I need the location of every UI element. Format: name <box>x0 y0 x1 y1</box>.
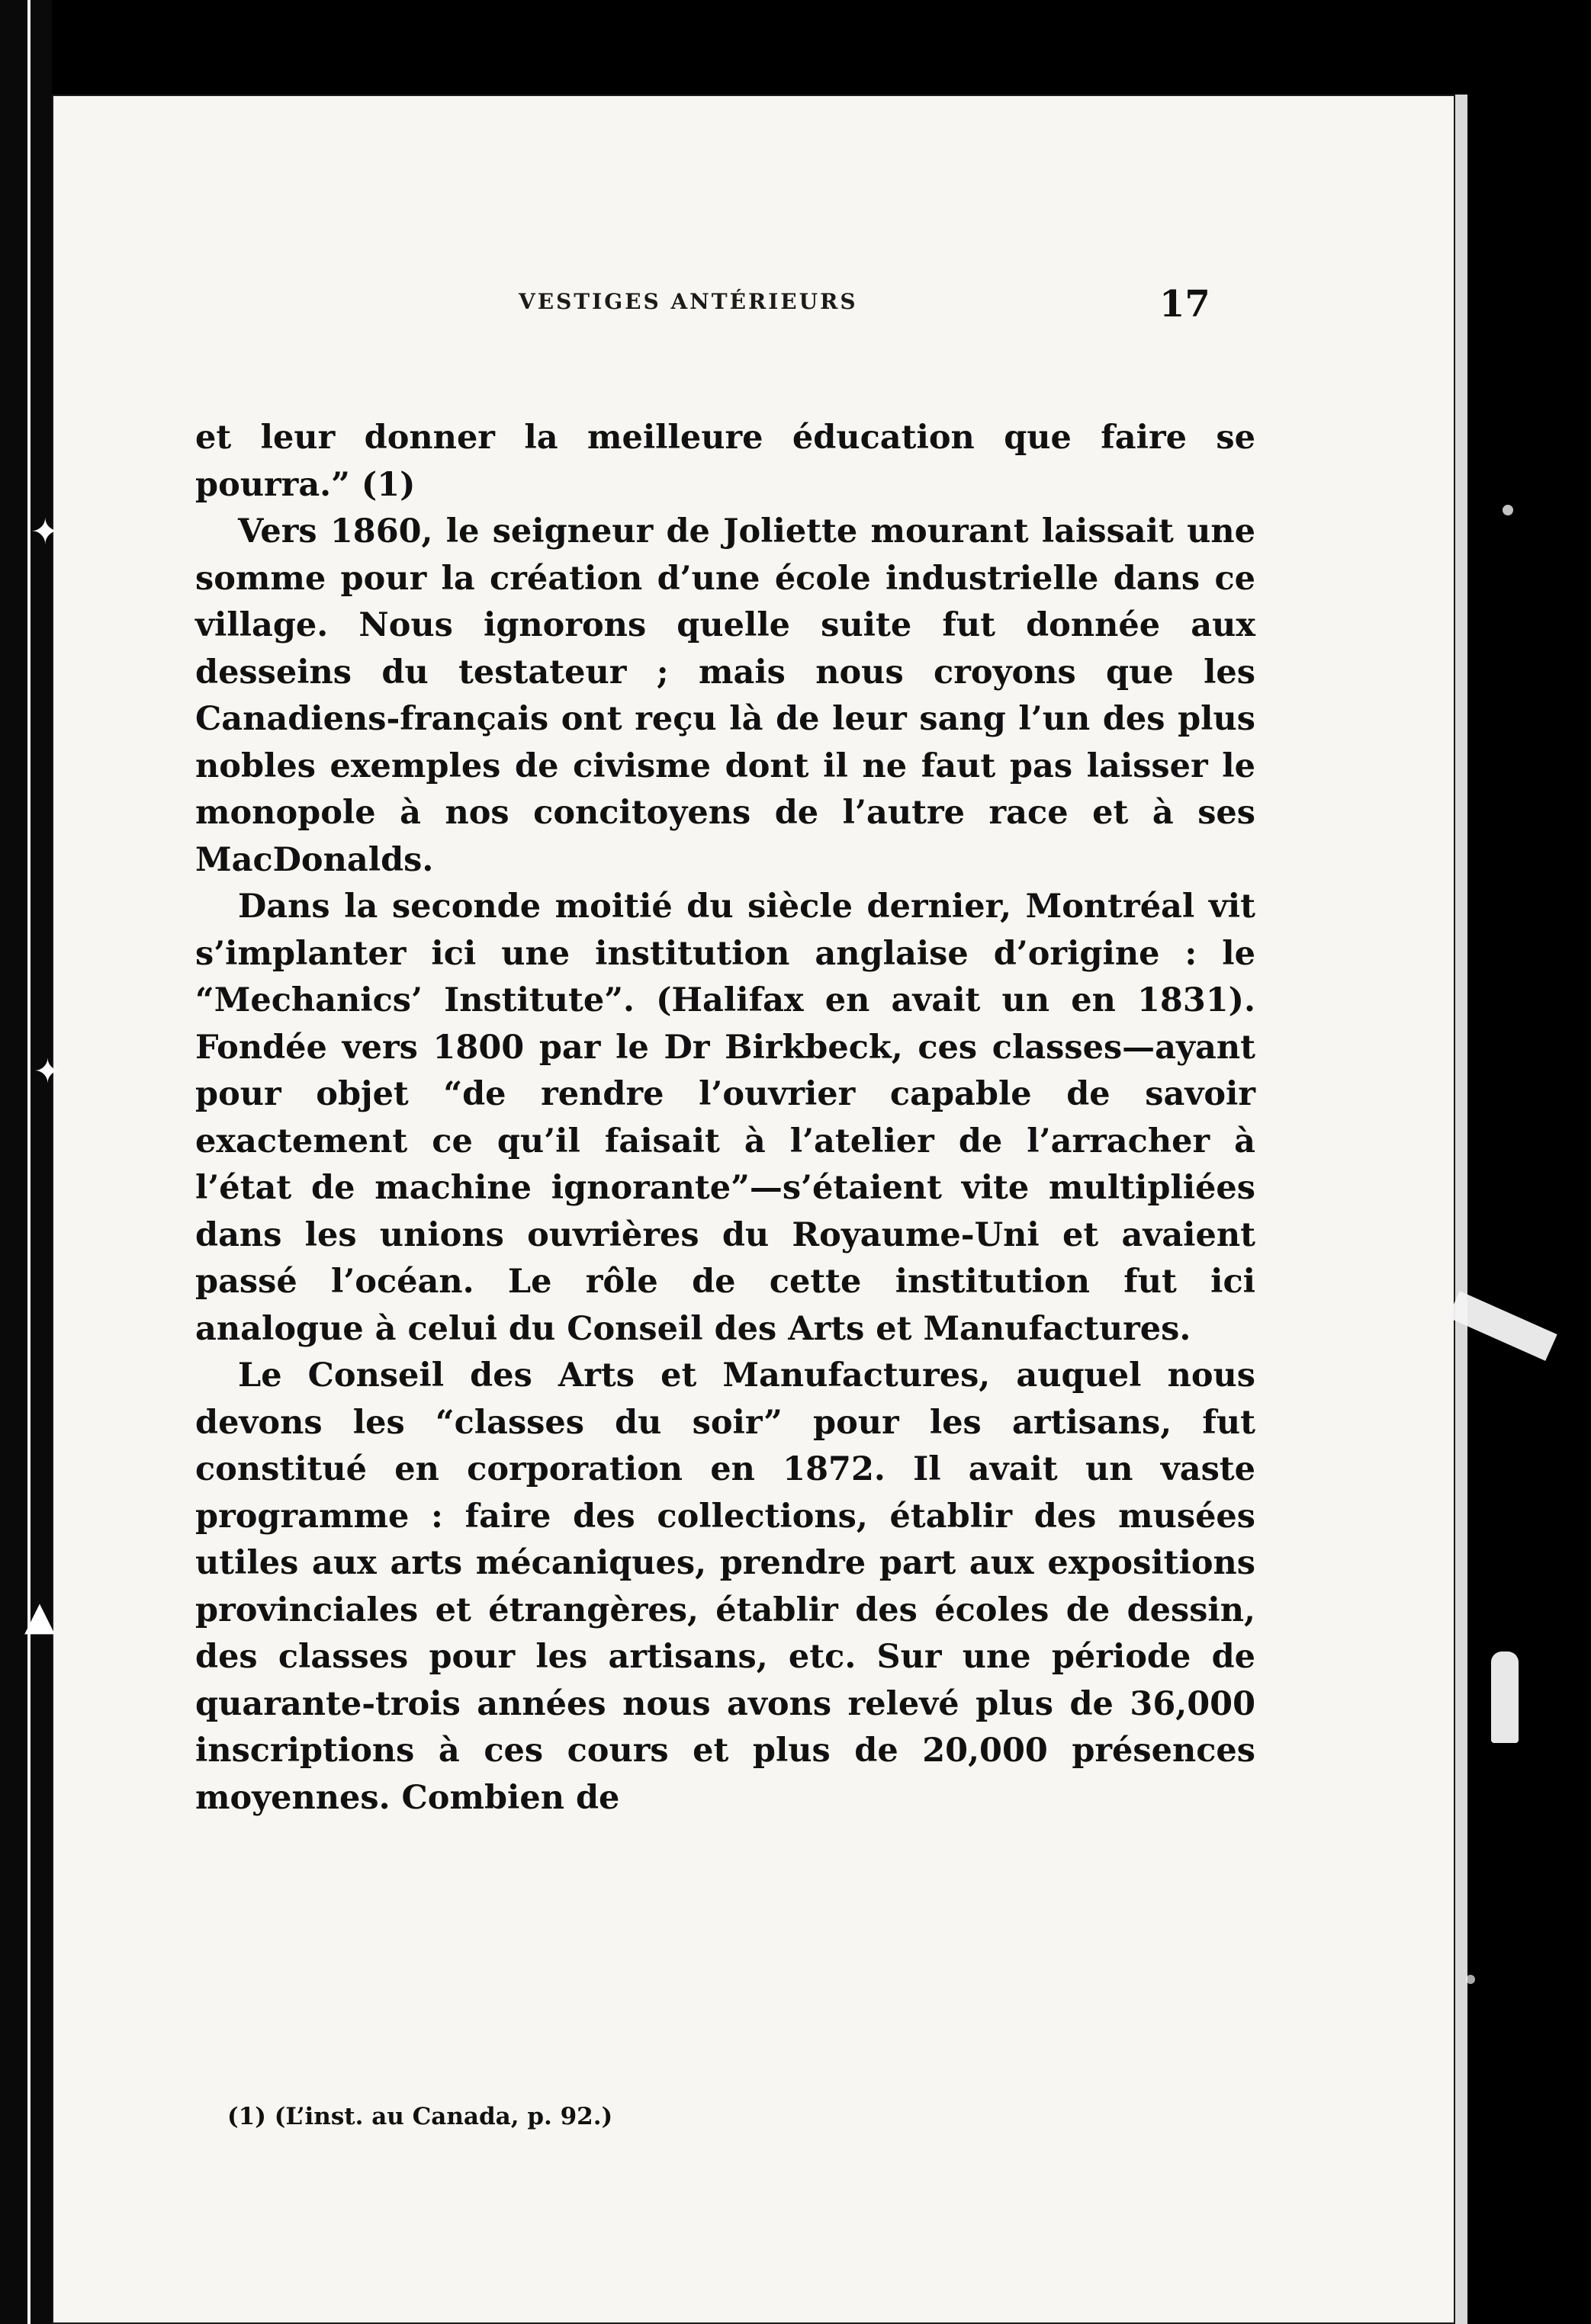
footnote-marker: (1) <box>227 2103 266 2130</box>
paragraph-4: Le Conseil des Arts et Manufactures, auquel nous devons les “classes du soir” pour les artisans, fut constitué en corporation en 1872. Il avait un vaste programme : faire des collections, établir des musées utiles aux arts mécaniques, prendre part aux expositions provinciales et étrangères, établir des écoles de dessin, des classes pour les artisans, etc. Sur une période de quarante-trois années nous avons relevé plus de 36,000 inscriptions à ces cours et plus de 20,000 présences moyennes. Combien de <box>195 1356 1255 1817</box>
book-spine-shadow <box>0 0 52 2324</box>
paragraph-2: Vers 1860, le seigneur de Joliette mourant laissait une somme pour la création d’une école industrielle dans ce village. Nous ignorons quelle suite fut donnée aux desseins du testateur ; mais nous croyons que les Canadiens-français ont reçu là de leur sang l’un des plus nobles exemples de civisme dont il ne faut pas laisser le monopole à nos concitoyens de l’autre race et à ses MacDonalds. <box>195 512 1255 879</box>
scan-artifact-shape <box>1491 1652 1519 1743</box>
spine-edge-line <box>27 0 31 2324</box>
scan-artifact-dot <box>1503 505 1513 515</box>
scan-artifact-dot <box>1466 1975 1475 1984</box>
running-head <box>52 283 1455 335</box>
book-page <box>52 95 1455 2324</box>
footnote <box>227 2103 612 2130</box>
page-right-edge <box>1455 95 1467 2324</box>
running-title: VESTIGES ANTÉRIEURS <box>519 289 858 314</box>
left-margin-mark-icon: ✦ <box>34 1052 62 1091</box>
left-margin-mark-icon: ✦ <box>31 511 60 552</box>
left-margin-mark-icon: ▲ <box>24 1594 55 1639</box>
page-number: 17 <box>1159 283 1210 326</box>
paragraph-1: et leur donner la meilleure éducation que faire se pourra.” (1) <box>195 419 1255 504</box>
paragraph-3: Dans la seconde moitié du siècle dernier, Montréal vit s’implanter ici une institution anglaise d’origine : le “Mechanics’ Institute”. (Halifax en avait un en 1831). Fondée vers 1800 par le Dr Birkbeck, ces classes—ayant pour objet “de rendre l’ouvrier capable de savoir exactement ce qu’il faisait à l’atelier de l’arracher à l’état de machine ignorante”—s’étaient vite multipliées dans les unions ouvrières du Royaume-Uni et avaient passé l’océan. Le rôle de cette institution fut ici analogue à celui du Conseil des Arts et Manufactures. <box>195 888 1255 1348</box>
body-text <box>195 415 1255 1822</box>
footnote-text: (L’inst. au Canada, p. 92.) <box>274 2103 613 2130</box>
